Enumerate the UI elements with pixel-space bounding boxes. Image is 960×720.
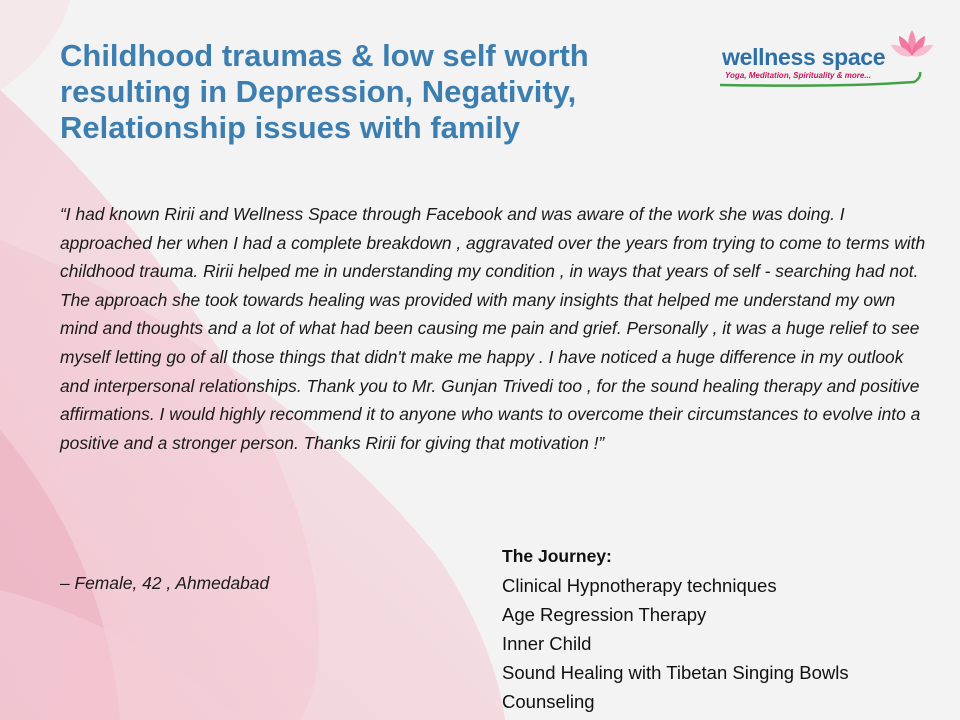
logo-wordmark: wellness space: [722, 44, 886, 70]
testimonial-attribution: – Female, 42 , Ahmedabad: [60, 573, 270, 593]
lotus-icon: [890, 26, 934, 62]
journey-title: The Journey:: [502, 546, 612, 566]
wellness-space-logo: [718, 26, 928, 88]
journey-list: [502, 571, 942, 716]
journey-section: [502, 542, 942, 716]
logo-tagline: Yoga, Meditation, Spirituality & more...: [725, 71, 871, 80]
journey-item: Sound Healing with Tibetan Singing Bowls: [502, 662, 849, 683]
journey-item: Age Regression Therapy: [502, 604, 707, 625]
journey-item: Inner Child: [502, 633, 592, 654]
journey-item: Clinical Hypnotherapy techniques: [502, 575, 777, 596]
journey-item: Counseling: [502, 691, 595, 712]
slide-title: Childhood traumas & low self worth resulting in Depression, Negativity, Relationship issues with family: [60, 38, 589, 145]
testimonial-quote: “I had known Ririi and Wellness Space through Facebook and was aware of the work she was doing. I approached her when I had a complete breakdown , aggravated over the years from trying to come to terms with childhood trauma. Ririi helped me in understanding my condition , in ways that years of self - searching had not. The approach she took towards healing was provided with many insights that helped me understand my own mind and thoughts and a lot of what had been causing me pain and grief. Personally , it was a huge relief to see myself letting go of all those things that didn't make me happy . I have noticed a huge difference in my outlook and interpersonal relationships. Thank you to Mr. Gunjan Trivedi too , for the sound healing therapy and positive affirmations. I would highly recommend it to anyone who wants to overcome their circumstances to evolve into a positive and a stronger person. Thanks Ririi for giving that motivation !”: [60, 204, 926, 453]
